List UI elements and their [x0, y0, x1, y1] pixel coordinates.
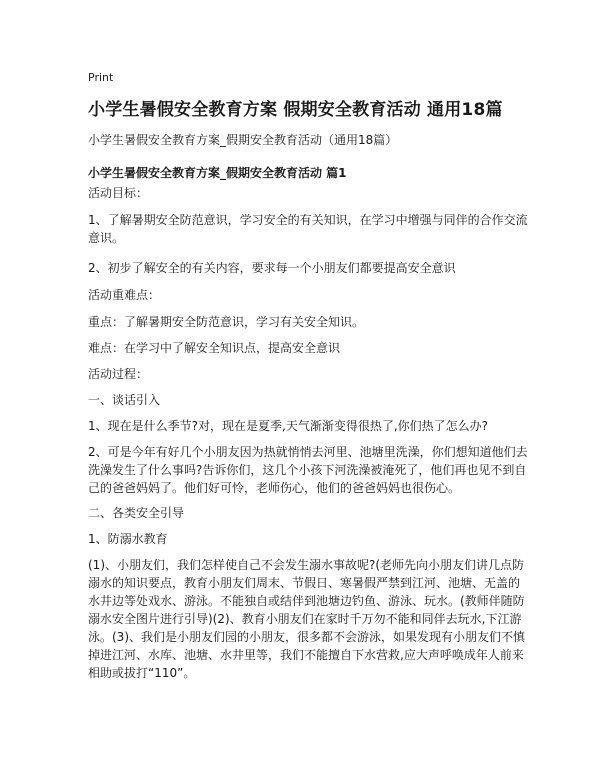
talk-2: 2、可是今年有好几个小朋友因为热就悄悄去河里、池塘里洗澡，你们想知道他们去洗澡发生了什么事吗?告诉你们，这几个小孩下河洗澡被淹死了，他们再也见不到自己的爸爸妈妈了。他们好可怜，老师伤心，他们的爸爸妈妈也很伤心。 [88, 445, 528, 495]
page-title: 小学生暑假安全教育方案 假期安全教育活动 通用18篇 [88, 100, 503, 120]
goal-heading: 活动目标： [88, 186, 149, 200]
print-label[interactable]: Print [88, 71, 114, 84]
section-title: 小学生暑假安全教育方案_假期安全教育活动 篇1 [88, 166, 347, 180]
part-1-heading: 一、谈话引入 [88, 393, 161, 407]
part-2-heading: 二、各类安全引导 [88, 506, 185, 520]
key-point: 重点：了解暑期安全防范意识，学习有关安全知识。 [88, 315, 365, 329]
drown-heading: 1、防溺水教育 [88, 532, 168, 546]
goal-2: 2、初步了解安全的有关内容，要求每一个小朋友们都要提高安全意识 [88, 261, 456, 275]
focus-heading: 活动重难点： [88, 288, 161, 302]
drown-text: (1)、小朋友们，我们怎样使自己不会发生溺水事故呢?(老师先向小朋友们讲几点防溺水的知识要点，教育小朋友们周末、节假日、寒暑假严禁到江河、池塘、无盖的水井边等处戏水、游泳。不能独自或结伴到池塘边钓鱼、游泳、玩水。(教师伴随防溺水安全图片进行引导)(2)、教育小朋友们在家时千万勿不能和同伴去玩水,下江游泳。(3)、我们是小朋友们园的小朋友，很多都不会游泳，如果发现有小朋友们不慎掉进江河、水库、池塘、水井里等，我们不能擅自下水营救,应大声呼唤成年人前来相助或拔打“110”。 [88, 558, 526, 680]
subtitle: 小学生暑假安全教育方案_假期安全教育活动（通用18篇） [88, 133, 398, 147]
process-heading: 活动过程： [88, 367, 149, 381]
difficult-point: 难点：在学习中了解安全知识点，提高安全意识 [88, 341, 341, 355]
goal-1: 1、了解暑期安全防范意识，学习安全的有关知识，在学习中增强与同伴的合作交流意识。 [88, 213, 528, 245]
talk-1: 1、现在是什么季节?对，现在是夏季,天气渐渐变得很热了,你们热了怎么办? [88, 419, 489, 433]
